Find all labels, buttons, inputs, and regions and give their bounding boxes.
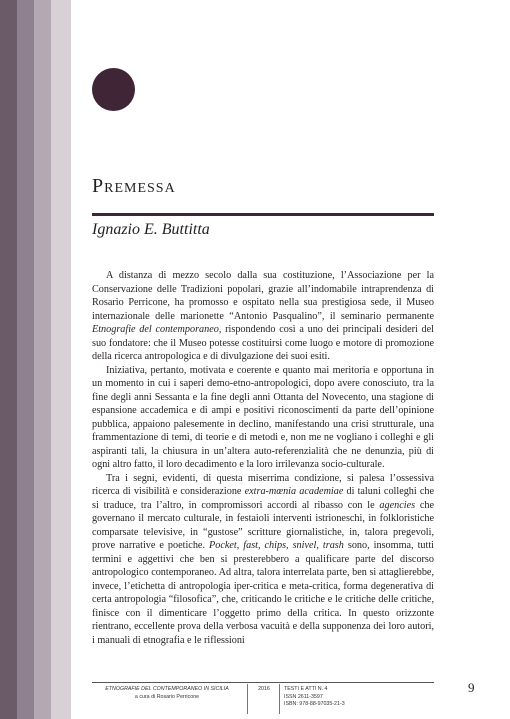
margin-stripe-3 (34, 0, 51, 719)
series-title: ETNOGRAFIE DEL CONTEMPORANEO IN SICILIA (105, 686, 229, 692)
paragraph (92, 472, 434, 648)
italic-text: Pocket, fast, chips, snivel, trash (209, 540, 344, 551)
footer-series (92, 686, 242, 701)
paragraph (92, 269, 434, 364)
decorative-circle (92, 68, 135, 111)
margin-stripe-2 (17, 0, 34, 719)
issn: ISSN 2611-3597 (284, 693, 323, 700)
text-run: che governano il mercato culturale, in festaioli interventi istrioneschi, in folkloristiche comparsate televisive, in “gustose” scritture giornalistiche, in, talora pregevoli, prove narrative e poetiche. (92, 499, 434, 551)
series-editor: a cura di Rosario Perricone (134, 693, 200, 700)
paragraph (92, 364, 434, 472)
text-run: Tra i segni, evidenti, di questa miserrima condizione, si palesa l’ossessiva ricerca di visibilità e considerazione (92, 472, 434, 497)
text-run: di taluni colleghi che si traduce, tra l’altro, in compromissori accordi al ribasso con le (92, 486, 435, 511)
italic-text: Etnografie del contemporaneo (92, 324, 219, 335)
isbn: ISBN: 978-88-97035-21-3 (284, 701, 345, 707)
footer-year: 2016 (258, 686, 270, 692)
margin-stripe-4 (51, 0, 71, 719)
italic-text: extra-mœnia academiae (244, 486, 344, 497)
footer-divider (279, 684, 280, 714)
footer-divider (247, 684, 248, 714)
author-name: Ignazio E. Buttitta (92, 221, 210, 238)
footer-rule (92, 682, 434, 683)
page-number: 9 (468, 680, 475, 695)
footer-issue-block (284, 686, 384, 709)
italic-text: agencies (379, 499, 416, 511)
margin-stripe-1 (0, 0, 17, 719)
body-text (92, 269, 434, 647)
text-run: Iniziativa, pertanto, motivata e coerente e quanto mai meritoria e opportuna in un momento in cui i saperi demo-etno-antropologici, dopo avere conosciuto, tra la fine degli anni Sessanta e la fine degli anni Ottanta del Novecento, una stagione di espansione accademica e di ampi e positivi riconoscimenti da parte dell’opinione pubblica, appaiono palesemente in declino, manifestando una crisi strutturale, una frammentazione di temi, di teorie e di metodi e, non me ne vogliano i colleghi e gli aspiranti tali, la chiusura in un’altera auto-referenzialità che ne denunzia, più di ogni altro fatto, il loro decadimento e la loro irrilevanza socio-culturale. (92, 364, 434, 470)
text-run: A distanza di mezzo secolo dalla sua costituzione, l’Associazione per la Conservazione delle Tradizioni popolari, grazie all’indomabile intraprendenza di Rosario Perricone, ha promosso e ospitato nella sua prestigiosa sede, il Museo internazionale delle marionette “Antonio Pasqualino”, il seminario permanente (92, 270, 434, 322)
page-title: Premessa (92, 175, 176, 197)
title-rule (92, 213, 434, 216)
issue-label: TESTI E ATTI N. 4 (284, 686, 328, 692)
text-run: , rispondendo così a uno dei principali desideri del suo fondatore: che il Museo potesse costituirsi come luogo e motore di promozione della ricerca antropologica e di divulgazione dei suoi esiti. (92, 324, 434, 362)
text-run: sono, insomma, tutti termini e aggettivi che ben si presterebbero a qualificare parte del discorso antropologico contemporaneo. Ad altra, talora interrelata parte, ben si attaglierebbe, invece, l’etichetta di antropologia iper-critica e meta-critica, forma degenerativa di certa antropologia “filosofica”, che, criticando le critiche e le critiche delle critiche, finisce con il dimenticare l’oggetto primo della critica. In questo orizzonte rientrano, eccellente prova della verbosa vacuità e della supponenza dei loro autori, i manuali di etnografia e le riflessioni (92, 540, 434, 646)
